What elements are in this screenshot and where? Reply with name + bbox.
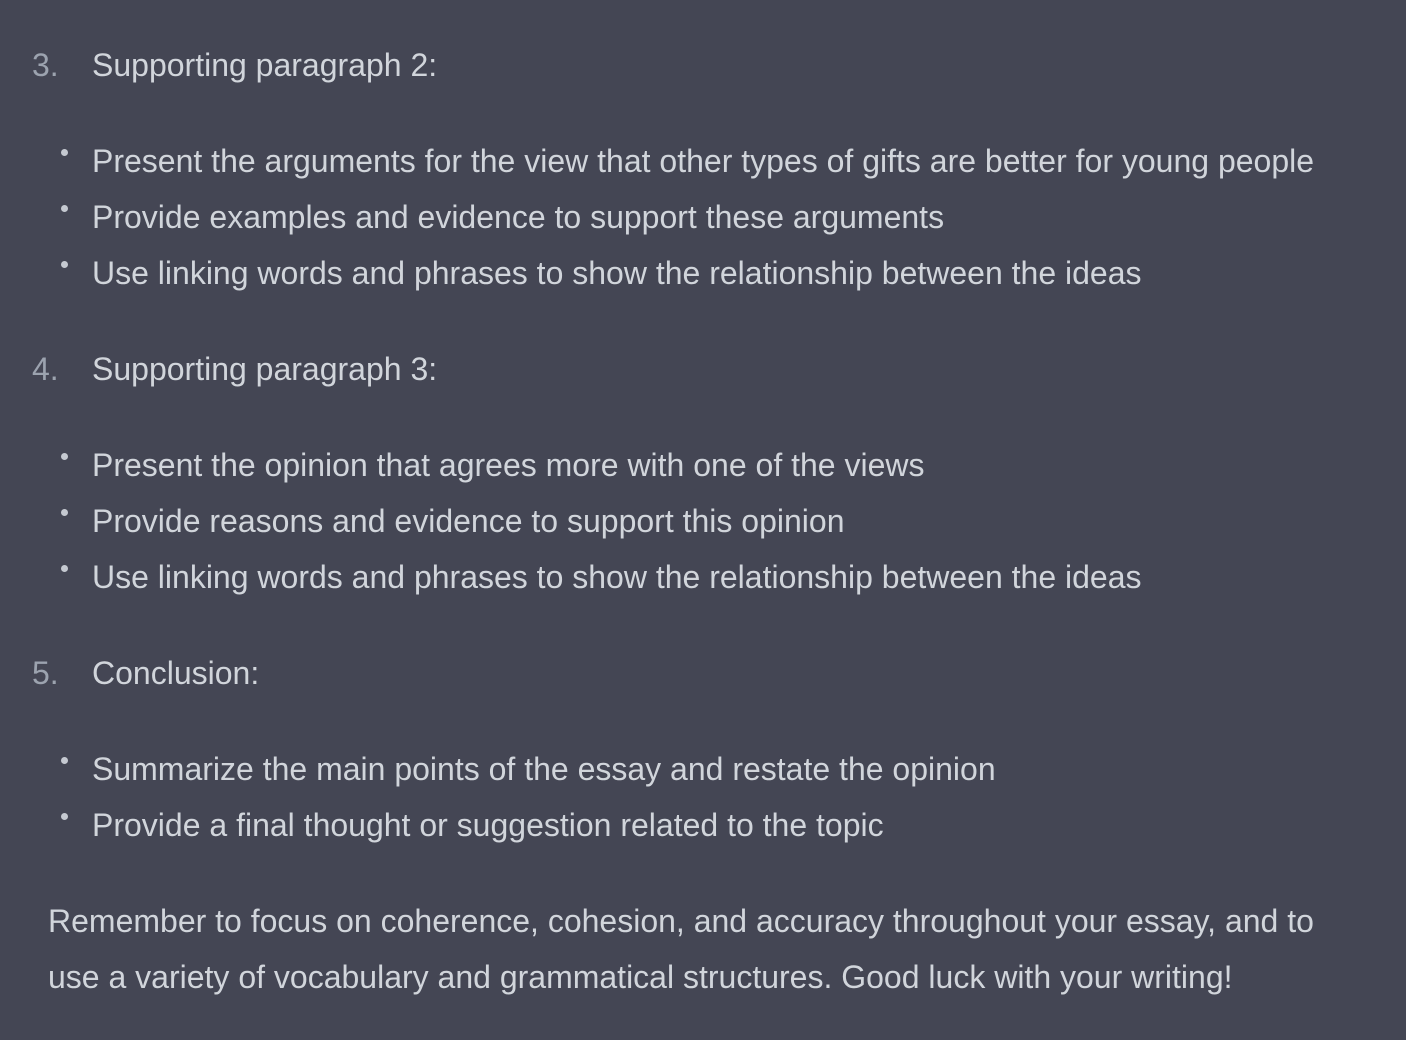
list-item-text: Summarize the main points of the essay and restate the opinion [92, 751, 996, 787]
bullet-icon [61, 261, 68, 268]
list-item [0, 189, 1406, 245]
list-item-text: Provide examples and evidence to support these arguments [92, 199, 945, 235]
list-item-text: Use linking words and phrases to show the relationship between the ideas [92, 559, 1142, 595]
bullet-list [0, 133, 1406, 301]
closing-paragraph: Remember to focus on coherence, cohesion, and accuracy throughout your essay, and to use a variety of vocabulary and grammatical structures. Good luck with your writing! [48, 903, 1314, 995]
section-number: 3. [32, 47, 59, 83]
bullet-list [0, 437, 1406, 605]
section-heading: Supporting paragraph 3: [92, 351, 438, 387]
list-item-text: Provide reasons and evidence to support this opinion [92, 503, 845, 539]
section-heading: Conclusion: [92, 655, 260, 691]
bullet-icon [61, 149, 68, 156]
bullet-icon [61, 205, 68, 212]
list-item-text: Provide a final thought or suggestion related to the topic [92, 807, 884, 843]
list-item-text: Use linking words and phrases to show the relationship between the ideas [92, 255, 1142, 291]
bullet-icon [61, 509, 68, 516]
list-item-text: Present the opinion that agrees more with one of the views [92, 447, 925, 483]
list-item [0, 245, 1406, 301]
list-item [0, 437, 1406, 493]
list-item [0, 741, 1406, 797]
bullet-list [0, 741, 1406, 853]
list-item [0, 493, 1406, 549]
section-number: 4. [32, 351, 59, 387]
list-item [0, 797, 1406, 853]
bullet-icon [61, 757, 68, 764]
bullet-icon [61, 565, 68, 572]
section-heading: Supporting paragraph 2: [92, 47, 438, 83]
section-number: 5. [32, 655, 59, 691]
bullet-icon [61, 453, 68, 460]
list-item-text: Present the arguments for the view that other types of gifts are better for young people [92, 143, 1315, 179]
list-item [0, 133, 1406, 189]
list-item [0, 549, 1406, 605]
bullet-icon [61, 813, 68, 820]
